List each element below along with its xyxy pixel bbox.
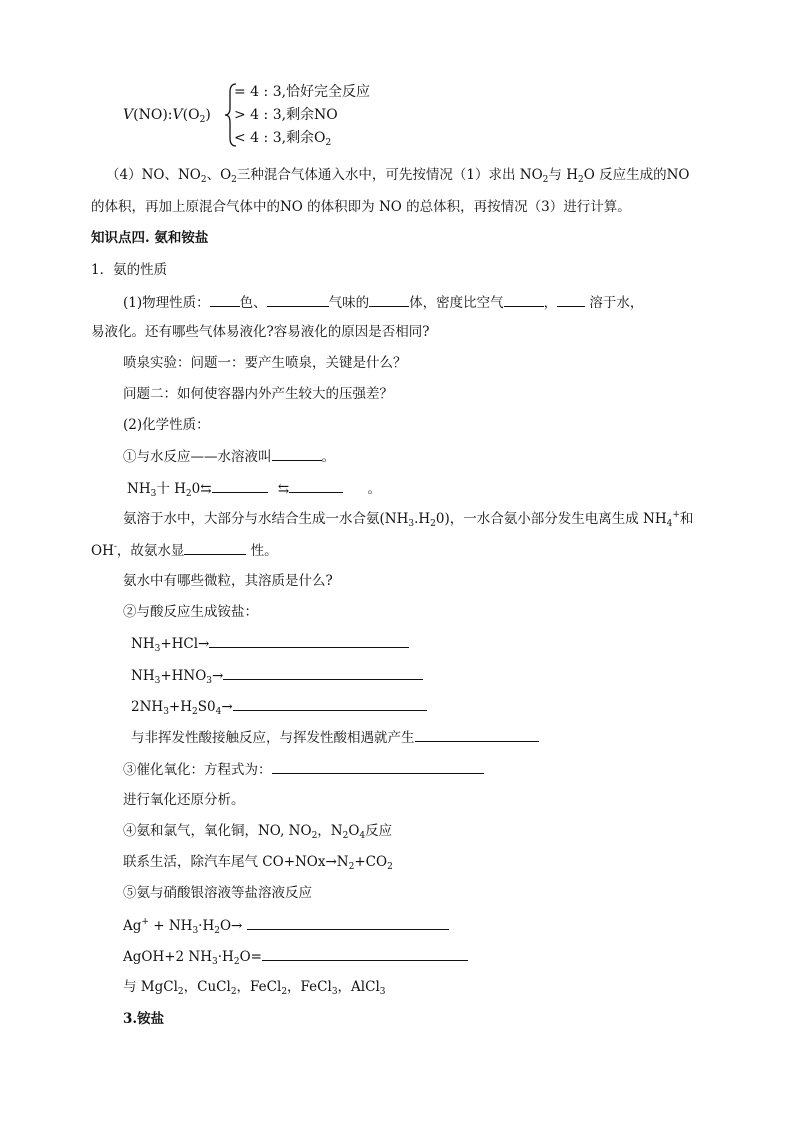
case-equal: = 4 : 3,恰好完全反应 <box>234 84 371 100</box>
blank-property[interactable] <box>184 541 246 555</box>
blank-density[interactable] <box>504 293 544 307</box>
pressure-question: 问题二：如何使容器内外产生较大的压强差？ <box>123 386 393 402</box>
ammonia-water-equation: $NH_3$十 $H_20⇆$ ⇆ 。 <box>127 481 381 499</box>
blank-state[interactable] <box>369 293 409 307</box>
blank-h2so4-product[interactable] <box>233 697 427 711</box>
item-5: ⑤氨与硝酸银溶液等盐溶液反应 <box>123 885 312 901</box>
section-heading: 知识点四. 氨和铵盐 <box>91 230 209 246</box>
chemical-properties: (2)化学性质： <box>123 417 210 433</box>
subsection-title: 1．氨的性质 <box>91 262 168 278</box>
fountain-question: 喷泉实验：问题一：要产生喷泉，关键是什么？ <box>123 355 407 371</box>
physical-properties-line2: 易液化。还有哪些气体易液化?容易液化的原因是否相同? <box>91 324 430 340</box>
reaction-h2so4: $2NH_3+H_2S0_4\to$ <box>131 697 427 716</box>
dissolve-line2: OH-，故氨水显 性。 <box>91 542 278 559</box>
water-reaction: ①与水反应——水溶液叫 。 <box>123 449 335 465</box>
catalytic-oxidation: ③催化氧化：方程式为： <box>123 760 484 779</box>
dissolve-line1: 氨溶于水中，大部分与水结合生成一水合氨$(NH_3.H_20)$，一水合氨小部分发生电离生成 $NH_4^+$和 <box>123 510 694 529</box>
silver-reaction-1: $Ag^+ + NH_3\cdot H_2O\to$ <box>123 916 449 935</box>
reaction-hno3: $NH_3+HNO_3\to$ <box>131 666 423 685</box>
blank-hno3-product[interactable] <box>223 666 423 680</box>
blank-ions[interactable] <box>289 479 343 493</box>
redox-analysis: 进行氧化还原分析。 <box>123 792 245 808</box>
life-connection: 联系生活，除汽车尾气 $CO+NOx\to N_2+CO_2$ <box>123 854 393 872</box>
paragraph-4-line1: （4）NO、$NO_2$、$O_2$三种混合气体通入水中，可先按情况（1）求出 $NO_2$与 $H_2O$ 反应生成的NO <box>106 167 690 185</box>
reaction-hcl: $NH_3+HCl\to$ <box>131 634 409 653</box>
particles-question: 氨水中有哪些微粒，其溶质是什么? <box>123 573 333 589</box>
acid-reaction-title: ②与酸反应生成铵盐： <box>123 604 258 620</box>
blank-odor[interactable] <box>267 293 329 307</box>
blank-hcl-product[interactable] <box>209 634 409 648</box>
blank-silver-product-1[interactable] <box>247 916 449 930</box>
case-less: < 4 : 3,剩余$O_2$ <box>234 130 332 148</box>
ammonium-salt-heading: 3.铵盐 <box>123 1011 165 1027</box>
blank-silver-product-2[interactable] <box>262 947 468 961</box>
blank-solution-name[interactable] <box>272 447 322 461</box>
item-4: ④氨和氯气，氧化铜，NO, $NO_2$，$N_2O_4$反应 <box>123 823 393 841</box>
blank-phenomenon[interactable] <box>415 728 539 742</box>
volatile-acid-note: 与非挥发性酸接触反应，与挥发性酸相遇就产生 <box>131 728 539 747</box>
blank-solubility[interactable] <box>557 293 585 307</box>
blank-color[interactable] <box>210 293 240 307</box>
case-greater: > 4 : 3,剩余NO <box>234 107 338 123</box>
salt-solutions: 与 MgCl$_2$，CuCl$_2$，FeCl$_2$，FeCl$_3$，AlCl$_3$ <box>123 979 386 997</box>
ratio-expression: $V(NO):V(O_2)$ <box>123 107 211 125</box>
silver-reaction-2: AgOH+2 $NH_3\cdot H_2O=$ <box>123 947 468 966</box>
blank-hydrate[interactable] <box>212 479 268 493</box>
paragraph-4-line2: 的体积，再加上原混合气体中的NO 的体积即为 NO 的总体积，再按情况（3）进行计算。 <box>91 199 631 215</box>
blank-equation[interactable] <box>272 760 484 774</box>
physical-properties-line1: (1)物理性质： 色、 气味的 体，密度比空气 ， 溶于水， <box>123 295 644 311</box>
